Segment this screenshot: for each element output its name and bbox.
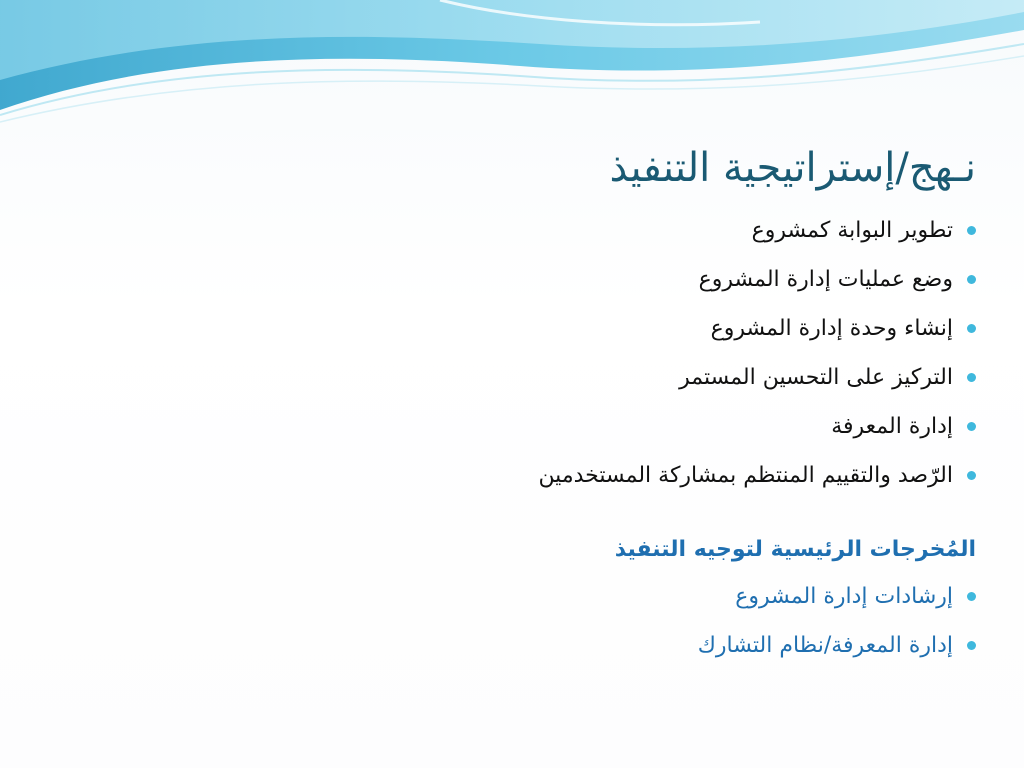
list-item [276,206,976,255]
bullet-dot-icon [967,275,976,284]
list-item-text: إنشاء وحدة إدارة المشروع [710,316,953,341]
outputs-bullet-list [276,572,976,670]
slide-title: نـهج/إستراتيجية التنفيذ [609,145,976,191]
list-item [276,304,976,353]
bullet-dot-icon [967,226,976,235]
list-item [276,572,976,621]
list-item [276,402,976,451]
slide-content [276,140,976,670]
list-item-text: إدارة المعرفة [831,414,953,439]
bullet-dot-icon [967,373,976,382]
bullet-dot-icon [967,422,976,431]
list-item-text: إرشادات إدارة المشروع [735,584,953,609]
list-item [276,255,976,304]
list-item [276,621,976,670]
bullet-dot-icon [967,471,976,480]
list-item-text: الرّصد والتقييم المنتظم بمشاركة المستخدمين [538,463,953,488]
bullet-dot-icon [967,324,976,333]
list-item-text: إدارة المعرفة/نظام التشارك [697,633,953,658]
bullet-dot-icon [967,641,976,650]
list-item-text: وضع عمليات إدارة المشروع [698,267,953,292]
header-wave-decoration [0,0,1024,140]
bullet-dot-icon [967,592,976,601]
outputs-heading: المُخرجات الرئيسية لتوجيه التنفيذ [614,537,976,562]
list-item-text: التركيز على التحسين المستمر [679,365,953,390]
strategy-bullet-list [276,206,976,500]
list-item [276,353,976,402]
list-item [276,451,976,500]
list-item-text: تطوير البوابة كمشروع [751,218,953,243]
